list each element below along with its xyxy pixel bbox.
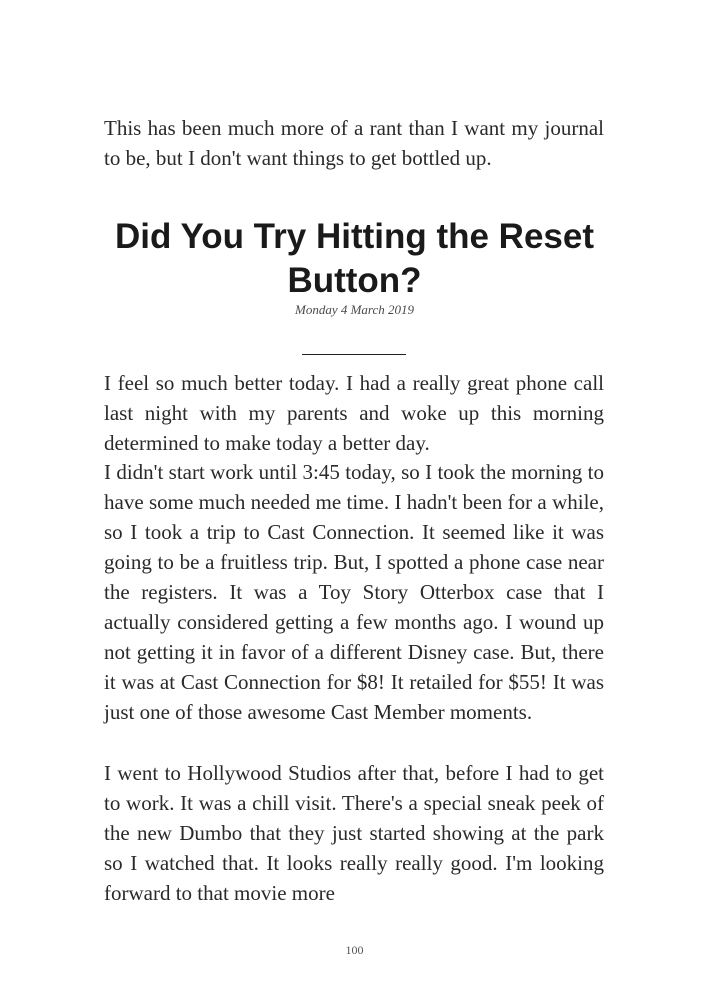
entry-date: Monday 4 March 2019 xyxy=(294,302,415,317)
entry-title: Did You Try Hitting the Reset Button? xyxy=(114,217,595,300)
entry-paragraph: I didn't start work until 3:45 today, so I took the morning to have some much needed me time. I hadn't been for a while, so I took a trip to Cast Connection. It seemed like it was going to be a fruitless trip. But, I spotted a phone case near the registers. It was a Toy Story Otterbox case that I actually considered getting a few months ago. I wound up not getting it in favor of a different Disney case. But, there it was at Cast Connection for $8! It retailed for $55! It was just one of those awesome Cast Member moments. xyxy=(104,460,604,724)
entry-paragraph: I went to Hollywood Studios after that, before I had to get to work. It was a chill visit. There's a special sneak peek of the new Dumbo that they just started showing at the park so I watched that. It looks really really good. I'm looking forward to that movie more xyxy=(104,761,604,905)
page-number: 100 xyxy=(345,943,364,957)
entry-paragraph: I feel so much better today. I had a really great phone call last night with my parents and woke up this morning determined to make today a better day. xyxy=(104,371,604,455)
intro-paragraph: This has been much more of a rant than I want my journal to be, but I don't want things to get bottled up. xyxy=(104,116,604,170)
title-divider xyxy=(302,354,406,355)
